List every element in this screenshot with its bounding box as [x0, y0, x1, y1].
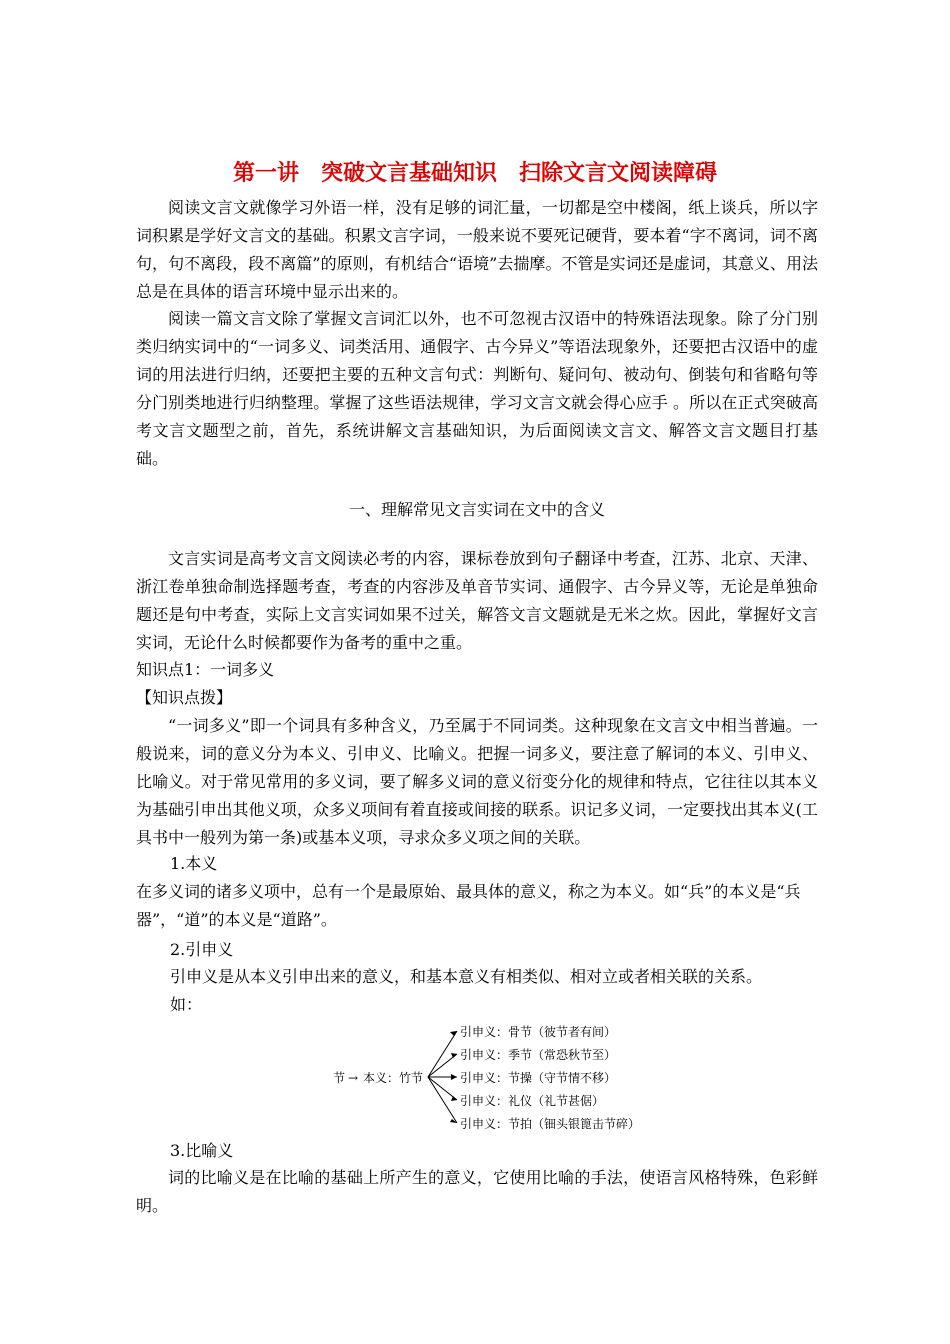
item-3-text: 词的比喻义是在比喻的基础上所产生的意义，它使用比喻的手法，使语言风格特殊，色彩鲜明。	[136, 1168, 818, 1215]
page-title: 第一讲 突破文言基础知识 扫除文言文阅读障碍	[232, 160, 717, 186]
diagram-branch-line-4	[428, 1077, 457, 1100]
diagram-root: 节	[333, 1071, 346, 1085]
diagram-branch-line-2	[428, 1054, 457, 1077]
diagram-branch-5: 引申义：节拍（钿头银篦击节碎）	[460, 1117, 641, 1131]
section-heading: 一、理解常见文言实词在文中的含义	[348, 500, 605, 519]
intro-paragraph-1: 阅读文言文就像学习外语一样，没有足够的词汇量，一切都是空中楼阁，纸上谈兵，所以字词积累是学好文言文的基础。积累文言字词，一般来说不要死记硬背，要本着“字不离词，词不离句，句不离段，段不离篇”的原则，有机结合“语境”去揣摩。不管是实词还是虚词，其意义、用法总是在具体的语言环境中显示出来的。	[136, 198, 818, 301]
diagram-branch-4: 引申义：礼仪（礼节甚倨）	[460, 1094, 605, 1108]
item-2-title: 2.引申义	[170, 940, 234, 959]
diagram-root-arrow: →	[348, 1071, 359, 1085]
diagram-arrowhead-2	[451, 1053, 457, 1058]
intro-paragraph-2: 阅读一篇文言文除了掌握文言词汇以外，也不可忽视古汉语中的特殊语法现象。除了分门别类归纳实词中的“一词多义、词类活用、通假字、古今异义”等语法现象外，还要把古汉语中的虚词的用法进行归纳，还要把主要的五种文言句式：判断句、疑问句、被动句、倒装句和省略句等分门别类地进行归纳整理。掌握了这些语法规律，学习文言文就会得心应手 。所以在正式突破高考文言文题型之前，首先，系统讲解文言基础知识，为后面阅读文言文、解答文言文题目打基础。	[136, 309, 818, 468]
diagram-branch-3: 引申义：节操（守节情不移）	[460, 1071, 617, 1085]
item-3-title: 3.比喻义	[170, 1141, 234, 1160]
knowledge-tip-paragraph: “一词多义”即一个词具有多种含义，乃至属于不同词类。这种现象在文言文中相当普遍。一般说来，词的意义分为本义、引申义、比喻义。把握一词多义，要注意了解词的本义、引申义、比喻义。对于常见常用的多义词，要了解多义词的意义衍变分化的规律和特点，它往往以其本义为基础引申出其他义项，众多义项间有着直接或间接的联系。识记多义词，一定要找出其本义(工具书中一般列为第一条)或基本义项，寻求众多义项之间的关联。	[136, 716, 818, 847]
item-1-title: 1.本义	[170, 854, 218, 873]
diagram-branch-1: 引申义：骨节（彼节者有间）	[460, 1025, 617, 1039]
knowledge-point-title: 知识点1：一词多义	[136, 660, 275, 679]
item-1-text: 在多义词的诸多义项中，总有一个是最原始、最具体的意义，称之为本义。如“兵”的本义是“兵器”，“道”的本义是“道路”。	[136, 882, 801, 929]
item-2-text: 引申义是从本义引申出来的意义，和基本意义有相类似、相对立或者相关联的关系。	[170, 967, 763, 986]
diagram-branch-2: 引申义：季节（常恐秋节至）	[460, 1048, 617, 1062]
diagram-base-meaning: 本义：竹节	[363, 1071, 424, 1085]
knowledge-tip-label: 【知识点拨】	[136, 688, 233, 707]
diagram-arrowhead-4	[451, 1096, 457, 1101]
diagram-arrowhead-3	[451, 1074, 457, 1080]
item-2-example-label: 如：	[170, 995, 203, 1014]
section-paragraph: 文言实词是高考文言文阅读必考的内容，课标卷放到句子翻译中考查，江苏、北京、天津、浙江卷单独命制选择题考查，考查的内容涉及单音节实词、通假字、古今异义等，无论是单独命题还是句中考查，实际上文言实词如果不过关，解答文言文题就是无米之炊。因此，掌握好文言实词，无论什么时候都要作为备考的重中之重。	[136, 549, 818, 652]
